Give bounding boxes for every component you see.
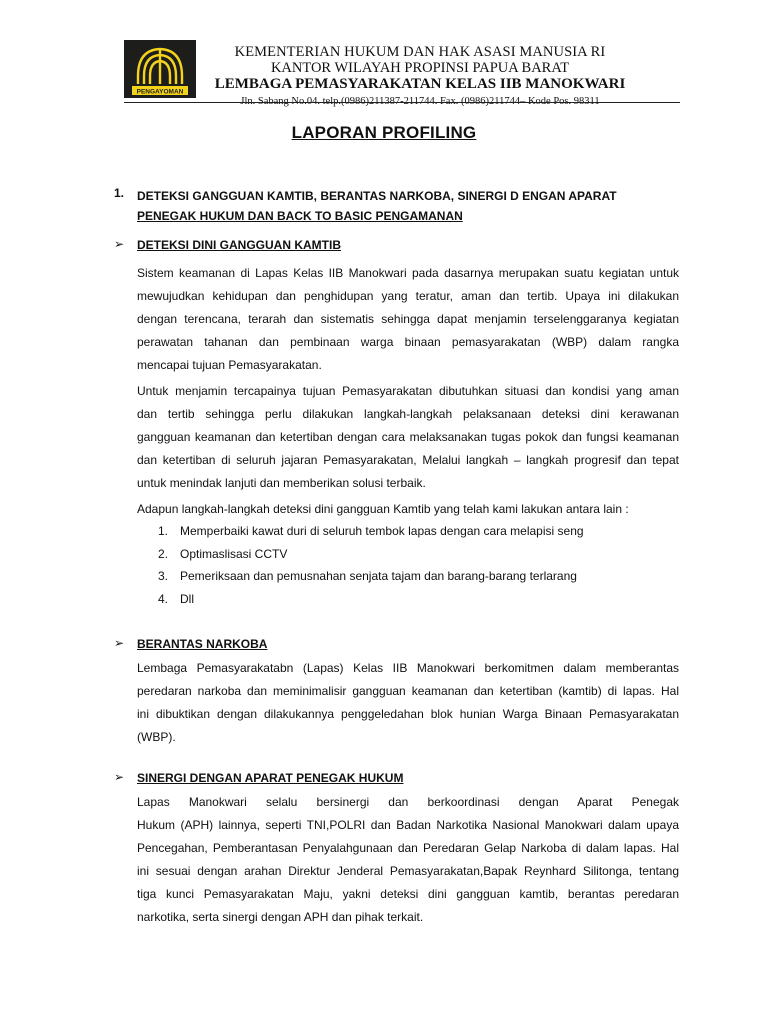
- paragraph-line: dengan terencana, terarah dan sistematis sehingga dapat menjamin terselenggaranya kegiatan: [137, 312, 679, 326]
- subheading-sinergi: SINERGI DENGAN APARAT PENEGAK HUKUM: [137, 771, 404, 785]
- list-item: [158, 524, 584, 547]
- deteksi-steps-list: [158, 524, 584, 614]
- list-item: [158, 592, 584, 615]
- subheading-narkoba: BERANTAS NARKOBA: [137, 637, 268, 651]
- paragraph-narkoba: [137, 657, 679, 749]
- paragraph-line: ini sesuai dengan arahan Direktur Jenderal Pemasyarakatan,Bapak Reynhard Silitonga, tentang: [137, 864, 679, 878]
- paragraph-line: Lapas Manokwari selalu bersinergi dan berkoordinasi dengan Aparat Penegak: [137, 795, 679, 809]
- section-heading: [137, 186, 657, 226]
- section-heading-line1: DETEKSI GANGGUAN KAMTIB, BERANTAS NARKOBA, SINERGI D ENGAN APARAT: [137, 189, 617, 203]
- svg-text:PENGAYOMAN: PENGAYOMAN: [136, 88, 184, 96]
- list-item-number: 3.: [158, 569, 169, 583]
- list-item-number: 1.: [158, 524, 169, 538]
- list-item-text: Dll: [180, 591, 194, 606]
- paragraph-line: Sistem keamanan di Lapas Kelas IIB Manokwari pada dasarnya merupakan suatu kegiatan untuk: [137, 266, 679, 280]
- paragraph-line: Hukum (APH) lainnya, seperti TNI,POLRI dan Badan Narkotika Nasional Manokwari dalam upaya: [137, 818, 679, 832]
- subheading-deteksi: DETEKSI DINI GANGGUAN KAMTIB: [137, 238, 341, 252]
- paragraph-line: Pencegahan, Pemberantasan Penyalahgunaan dan Peredaran Gelap Narkoba di dalam lapas. Hal: [137, 841, 679, 855]
- list-item-text: Pemeriksaan dan pemusnahan senjata tajam dan barang-barang terlarang: [180, 569, 577, 583]
- letterhead-ministry: KEMENTERIAN HUKUM DAN HAK ASASI MANUSIA RI: [234, 44, 606, 60]
- paragraph-line: untuk menindak lanjuti dan memberikan solusi terbaik.: [137, 476, 426, 490]
- document-title: LAPORAN PROFILING: [291, 123, 477, 142]
- letterhead-divider: [124, 102, 680, 103]
- paragraph-deteksi-2: [137, 380, 679, 495]
- list-item-number: 4.: [158, 591, 169, 606]
- paragraph-line: gangguan keamanan dan ketertiban dengan cara melaksanakan tugas pokok dan fungsi keamanan: [137, 430, 679, 444]
- bullet-arrow-icon: ➢: [114, 237, 125, 251]
- bullet-arrow-icon: ➢: [114, 770, 125, 784]
- list-item: [158, 547, 584, 570]
- paragraph-line: ini dibuktikan dengan dilakukannya penggeledahan blok hunian Warga Binaan Pemasyarakatan: [137, 707, 679, 721]
- paragraph-line: Untuk menjamin tercapainya tujuan Pemasyarakatan dibutuhkan situasi dan kondisi yang aman: [137, 384, 679, 398]
- list-item-text: Memperbaiki kawat duri di seluruh tembok lapas dengan cara melapisi seng: [180, 524, 584, 538]
- paragraph-line: Lembaga Pemasyarakatabn (Lapas) Kelas IIB Manokwari berkomitmen dalam memberantas: [137, 661, 679, 675]
- paragraph-line: dan ketertiban di seluruh jajaran Pemasyarakatan, Melalui langkah – langkah progresif dan tepat: [137, 453, 679, 467]
- letterhead-regional-office: KANTOR WILAYAH PROPINSI PAPUA BARAT: [270, 60, 570, 76]
- paragraph-line: perawatan tahanan dan pembinaan warga binaan pemasyarakatan (WBP) dalam rangka: [137, 335, 679, 349]
- list-item-text: Optimaslisasi CCTV: [180, 546, 288, 561]
- list-item: [158, 569, 584, 592]
- letterhead-institution: LEMBAGA PEMASYARAKATAN KELAS IIB MANOKWARI: [214, 76, 626, 92]
- paragraph-deteksi-1: [137, 262, 679, 377]
- letterhead-address: Jln. Sabang No.04. telp.(0986)211387-211744. Fax. (0986)211744– Kode Pos. 98311: [240, 96, 600, 107]
- paragraph-line: narkotika, serta sinergi dengan APH dan pihak terkait.: [137, 910, 424, 924]
- bullet-arrow-icon: ➢: [114, 636, 125, 650]
- section-heading-line2: PENEGAK HUKUM DAN BACK TO BASIC PENGAMANAN: [137, 209, 463, 223]
- paragraph-line: dan tertib sehingga perlu dilakukan langkah-langkah pelaksanaan deteksi dini kerawanan: [137, 407, 679, 421]
- paragraph-sinergi: [137, 791, 679, 929]
- pengayoman-logo: [124, 40, 196, 98]
- paragraph-line: (WBP).: [137, 730, 176, 744]
- letterhead-text: [200, 44, 640, 108]
- paragraph-line: mencapai tujuan Pemasyarakatan.: [137, 358, 322, 372]
- paragraph-line: mewujudkan kehidupan dan penghidupan yang teratur, aman dan tertib. Upaya ini dilakukan: [137, 289, 679, 303]
- paragraph-line: Adapun langkah-langkah deteksi dini gangguan Kamtib yang telah kami lakukan antara lain :: [137, 502, 629, 516]
- list-item-number: 2.: [158, 546, 169, 561]
- paragraph-line: tiga kunci Pemasyarakatan Maju, yakni deteksi dini gangguan kamtib, berantas peredaran: [137, 887, 679, 901]
- paragraph-line: peredaran narkoba dan meminimalisir gangguan keamanan dan ketertiban (kamtib) di lapas. Hal: [137, 684, 679, 698]
- section-number: 1.: [114, 186, 125, 200]
- paragraph-deteksi-3: [137, 498, 679, 521]
